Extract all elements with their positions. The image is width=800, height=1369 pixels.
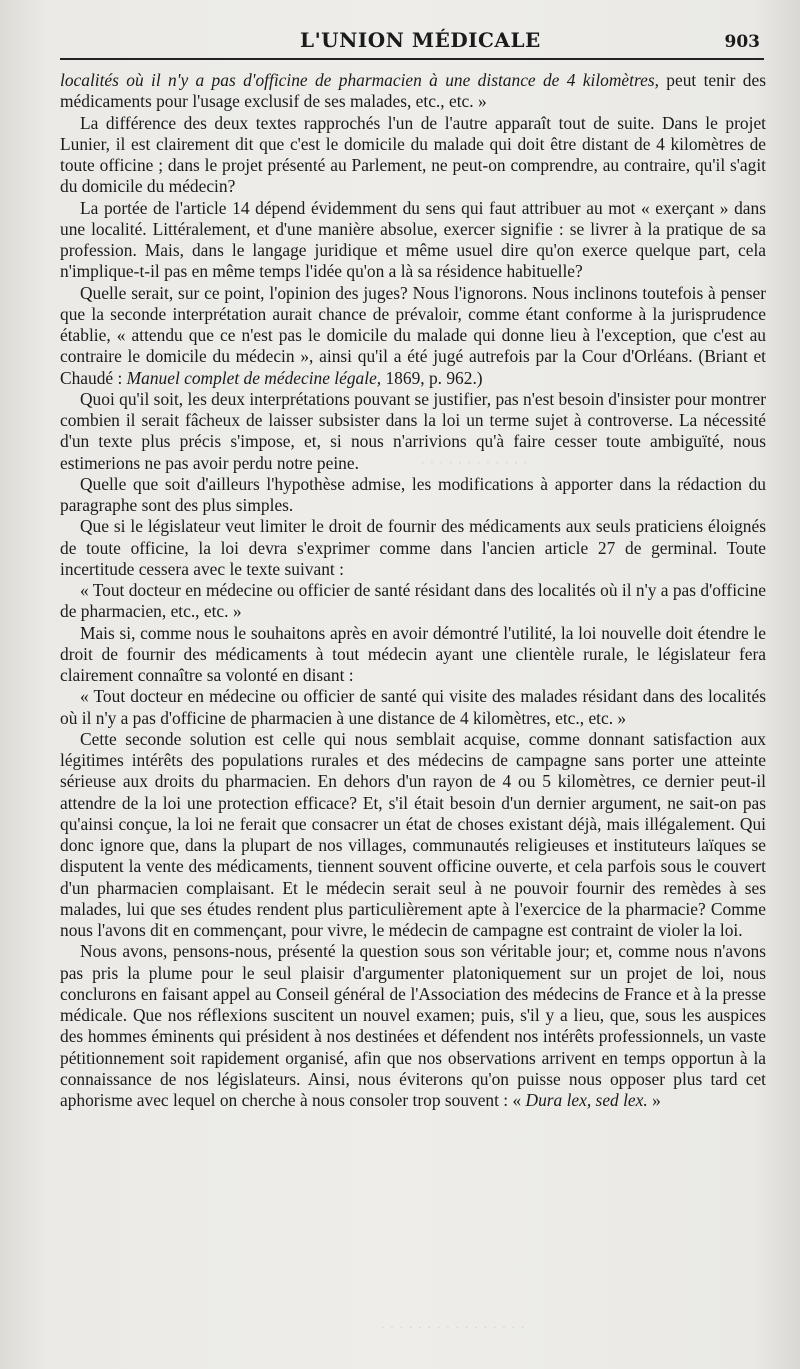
- paragraph: [60, 623, 766, 687]
- text-segment-italic: localités où il n'y a pas d'officine de pharmacien à une distance de 4 kilomètres,: [60, 70, 659, 90]
- show-through-texture: · · · · · · · · · · · ·: [420, 455, 528, 472]
- paragraph: [60, 389, 766, 474]
- paragraph: [60, 516, 766, 580]
- text-segment: « Tout docteur en médecine ou officier de santé qui visite des malades résidant dans des localités où il n'y a pas d'officine de pharmacien à une distance de 4 kilomètres, etc., etc. »: [60, 686, 766, 728]
- text-segment-italic: Manuel complet de médecine légale,: [126, 367, 382, 388]
- text-segment: peut tenir des médicaments pour l'usage exclusif de ses malades, etc., etc. »: [60, 70, 766, 112]
- paragraph: [60, 941, 766, 1111]
- text-segment: Mais si, comme nous le souhaitons après en avoir démontré l'utilité, la loi nouvelle doit étendre le droit de fournir des médicaments à tout médecin ayant une clientèle rurale, le législateur fera clairement connaître sa volonté en disant :: [60, 622, 766, 685]
- text-segment: Quelle que soit d'ailleurs l'hypothèse admise, les modifications à apporter dans la rédaction du paragraphe sont des plus simples.: [60, 473, 766, 515]
- text-segment: »: [647, 1090, 661, 1110]
- text-segment: La différence des deux textes rapprochés l'un de l'autre apparaît tout de suite. Dans le projet Lunier, il est clairement dit que c'est le domicile du malade qui doit être distant de 4 kilomètres de toute officine ; dans le projet présenté au Parlement, ne peut-on comprendre, au contraire, qu'il s'agit du domicile du médecin?: [60, 112, 766, 197]
- article-body: [60, 70, 766, 1111]
- page-header: [60, 26, 764, 60]
- text-segment: Que si le législateur veut limiter le droit de fournir des médicaments aux seuls praticiens éloignés de toute officine, la loi devra s'exprimer comme dans l'ancien article 27 de germinal. Toute incertitude cessera avec le texte suivant :: [60, 516, 766, 579]
- text-segment: Nous avons, pensons-nous, présenté la question sous son véritable jour; et, comme nous n'avons pas pris la plume pour le seul plaisir d'argumenter platoniquement sur un projet de loi, nous conclurons en faisant appel au Conseil général de l'Association des médecins de France et à la presse médicale. Que nos réflexions suscitent un nouvel examen; puis, s'il y a lieu, que, sous les auspices des hommes éminents qui président à nos destinées et défendent nos intérêts professionnels, un vaste pétitionnement soit rapidement organisé, afin que nos observations arrivent en temps opportun à la connaissance de nos législateurs. Ainsi, nous éviterons qu'on puisse nous opposer plus tard cet aphorisme avec lequel on cherche à nous consoler trop souvent : «: [60, 941, 766, 1110]
- paragraph: [60, 70, 766, 113]
- paragraph: [60, 474, 766, 517]
- page-number: 903: [724, 32, 760, 52]
- text-segment: Quoi qu'il soit, les deux interprétations pouvant se justifier, pas n'est besoin d'insister pour montrer combien il serait fâcheux de laisser subsister dans la loi un terme sujet à controverse. La nécessité d'un texte plus précis s'impose, et, si nous n'arrivions qu'à faire cesser toute ambiguïté, nous estimerions ne pas avoir perdu notre peine.: [60, 388, 766, 473]
- running-title: L'UNION MÉDICALE: [300, 28, 541, 52]
- paragraph-quotation: [60, 580, 766, 623]
- text-segment: Quelle serait, sur ce point, l'opinion des juges? Nous l'ignorons. Nous inclinons toutefois à penser que la seconde interprétation aurait chance de prévaloir, comme étant conforme à la jurisprudence établie, « attendu que ce n'est pas le domicile du malade qui donne lieu à l'exception, que c'est au contraire le domicile du médecin », ainsi qu'il a été jugé autrefois par la Cour d'Orléans. (Briant et Chaudé :: [60, 282, 766, 388]
- paragraph: [60, 283, 766, 389]
- paragraph-quotation: [60, 686, 766, 729]
- header-rule: [60, 58, 764, 60]
- text-segment: 1869, p. 962.): [381, 367, 483, 388]
- paragraph: [60, 113, 766, 198]
- text-segment: La portée de l'article 14 dépend évidemment du sens qui faut attribuer au mot « exerçant » dans une localité. Littéralement, et d'une manière absolue, exercer signifie : se livrer à la pratique de sa profession. Mais, dans le langage juridique et même usuel dire qu'on exerce quelque part, cela n'implique-t-il pas en même temps l'idée qu'on a là sa résidence habituelle?: [60, 197, 766, 282]
- show-through-texture: · · · · · · · · · · · · · · · ·: [380, 1320, 526, 1337]
- text-segment: Cette seconde solution est celle qui nous semblait acquise, comme donnant satisfaction aux légitimes intérêts des populations rurales et des médecins de campagne sans porter une atteinte sérieuse aux droits du pharmacien. En dehors d'un rayon de 4 ou 5 kilomètres, ce dernier peut-il attendre de la loi une protection efficace? Et, s'il était besoin d'un dernier argument, ne sait-on pas qu'ainsi conçue, la loi ne ferait que consacrer un état de choses existant déjà, mais illégalement. Qui donc ignore que, dans la plupart de nos villages, communautés religieuses et instituteurs laïques se disputent la vente des médicaments, tiennent souvent officine ouverte, et cela parfois sous le couvert d'un pharmacien complaisant. Et le médecin serait seul à ne pouvoir fournir des remèdes à ses malades, lui que ses études rendent plus particulièrement apte à l'exercice de la pharmacie? Comme nous l'avons dit en commençant, pour vivre, le médecin de campagne est contraint de violer la loi.: [60, 728, 766, 940]
- text-segment-italic: Dura lex, sed lex.: [525, 1090, 648, 1110]
- text-segment: « Tout docteur en médecine ou officier de santé résidant dans des localités où il n'y a pas d'officine de pharmacien, etc., etc. »: [60, 580, 766, 622]
- paragraph: [60, 198, 766, 283]
- paragraph: [60, 729, 766, 942]
